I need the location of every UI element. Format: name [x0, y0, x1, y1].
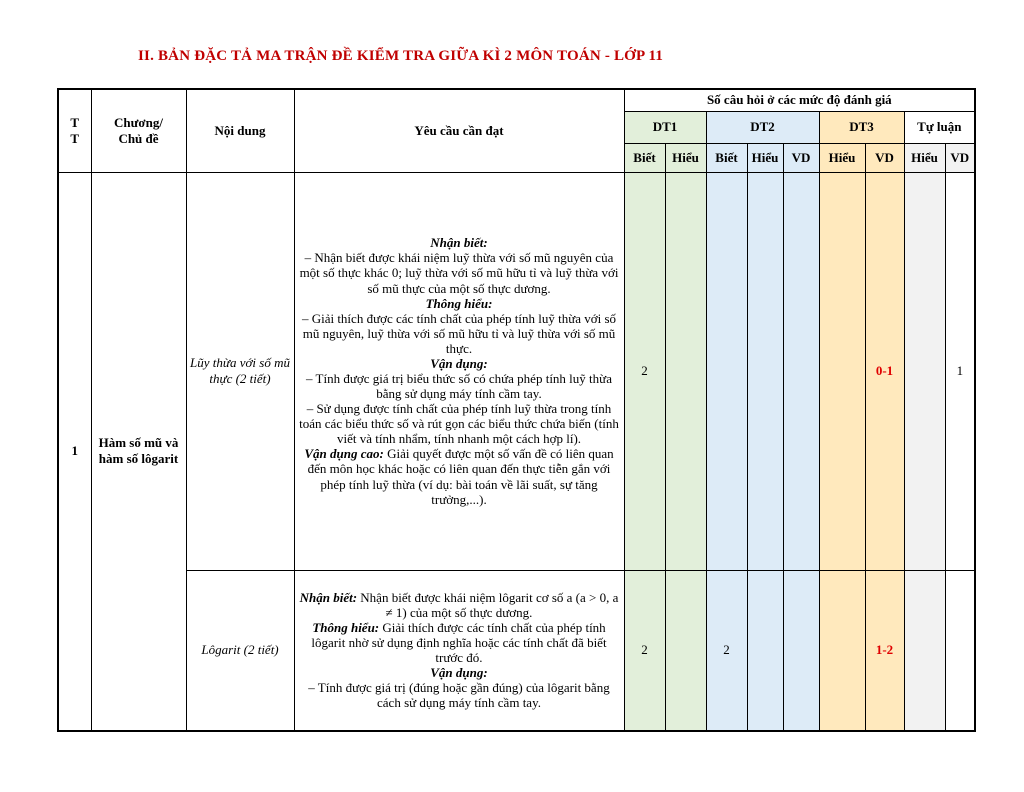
requirement-level-label: Vận dụng: — [430, 665, 488, 681]
requirement-level-label: Nhận biết: — [430, 235, 488, 251]
requirement-paragraph: – Nhận biết được khái niệm luỹ thừa với số mũ nguyên của một số thực khác 0; luỹ thừa với số mũ hữu tỉ và luỹ thừa với số mũ thực của một số thực dương. — [299, 250, 619, 296]
requirement-level-label: Vận dụng: — [430, 355, 488, 371]
level-header-dt2-hieu: Hiểu — [747, 143, 783, 172]
requirements-cell-logarit — [294, 570, 624, 731]
level-header-tuluan-hieu: Hiểu — [904, 143, 945, 172]
level-header-dt1-biet: Biết — [624, 143, 665, 172]
requirement-level-label: Thông hiểu: — [312, 620, 383, 636]
table-row-luythua — [58, 172, 975, 570]
requirement-paragraph — [297, 235, 622, 250]
count-cell-dt3-vd: 1-2 — [865, 570, 904, 731]
level-header-dt2-biet: Biết — [706, 143, 747, 172]
count-cell-tuluan-vd: 1 — [945, 172, 975, 570]
row-number-cell: 1 — [58, 172, 91, 731]
topic-cell-logarit: Lôgarit (2 tiết) — [186, 570, 294, 731]
col-header-tt — [58, 89, 91, 172]
level-header-dt3-vd: VD — [865, 143, 904, 172]
count-cell-dt2-hieu — [747, 172, 783, 570]
requirement-paragraph: Thông hiểu: Giải thích được các tính chất của phép tính lôgarit nhờ sử dụng định nghĩa hoặc các tính chất đã biết trước đó. — [311, 620, 607, 666]
level-header-dt3-hieu: Hiểu — [819, 143, 865, 172]
level-header-dt2-vd: VD — [783, 143, 819, 172]
col-header-topic: Nội dung — [186, 89, 294, 172]
count-cell-tuluan-hieu — [904, 172, 945, 570]
group-header-tuluan: Tự luận — [904, 111, 975, 143]
requirement-paragraph: – Tính được giá trị biểu thức số có chứa phép tính luỹ thừa bằng sử dụng máy tính cầm tay. — [306, 371, 612, 402]
col-header-requirements: Yêu cầu cần đạt — [294, 89, 624, 172]
count-cell-dt2-vd — [783, 172, 819, 570]
count-cell-dt1-biet: 2 — [624, 172, 665, 570]
requirement-level-label: Vận dụng cao: — [304, 446, 388, 462]
count-cell-dt1-hieu — [665, 570, 706, 731]
requirements-cell-luythua — [294, 172, 624, 570]
requirement-paragraph: – Tính được giá trị (đúng hoặc gần đúng) của lôgarit bằng cách sử dụng máy tính cầm tay. — [308, 680, 610, 711]
chapter-cell: Hàm số mũ và hàm số lôgarit — [91, 172, 186, 731]
level-header-dt1-hieu: Hiểu — [665, 143, 706, 172]
specification-matrix-table — [57, 88, 976, 732]
requirement-paragraph — [297, 356, 622, 371]
requirement-paragraph: Vận dụng cao: Giải quyết được một số vấn đề có liên quan đến môn học khác hoặc có liên quan đến thực tiễn gắn với phép tính luỹ thừa (ví dụ: bài toán về lãi suất, sự tăng trưởng,...). — [304, 446, 614, 507]
count-cell-dt3-hieu — [819, 570, 865, 731]
count-cell-dt3-vd: 0-1 — [865, 172, 904, 570]
requirement-level-label: Nhận biết: — [299, 589, 361, 605]
count-cell-dt1-hieu — [665, 172, 706, 570]
group-header-dt3: DT3 — [819, 111, 904, 143]
group-header-dt2: DT2 — [706, 111, 819, 143]
tt-line2: T — [70, 130, 80, 146]
document-title: II. BẢN ĐẶC TẢ MA TRẬN ĐỀ KIỂM TRA GIỮA KÌ 2 MÔN TOÁN - LỚP 11 — [138, 48, 664, 64]
requirement-paragraph — [297, 296, 622, 311]
col-header-question-counts: Số câu hỏi ở các mức độ đánh giá — [624, 89, 975, 111]
group-header-dt1: DT1 — [624, 111, 706, 143]
level-header-tuluan-vd: VD — [945, 143, 975, 172]
chapter-header-line1: Chương/ — [114, 114, 163, 130]
table-row-logarit — [58, 570, 975, 731]
requirement-paragraph: – Sử dụng được tính chất của phép tính luỹ thừa trong tính toán các biểu thức số và rút gọn các biểu thức chứa biến (tính viết và tính nhẩm, tính nhanh một cách hợp lí). — [299, 401, 619, 447]
count-cell-dt1-biet: 2 — [624, 570, 665, 731]
count-cell-dt2-biet: 2 — [706, 570, 747, 731]
count-cell-dt3-hieu — [819, 172, 865, 570]
header-row-top — [58, 89, 975, 111]
count-cell-tuluan-vd — [945, 570, 975, 731]
chapter-header-line2: Chủ đề — [118, 130, 159, 146]
col-header-chapter — [91, 89, 186, 172]
count-cell-dt2-hieu — [747, 570, 783, 731]
tt-line1: T — [70, 114, 80, 130]
requirement-paragraph: Nhận biết: Nhận biết được khái niệm lôgarit cơ số a (a > 0, a ≠ 1) của một số thực dương. — [299, 589, 619, 621]
count-cell-dt2-biet — [706, 172, 747, 570]
count-cell-tuluan-hieu — [904, 570, 945, 731]
topic-cell-luythua: Lũy thừa với số mũ thực (2 tiết) — [186, 172, 294, 570]
requirement-level-label: Thông hiểu: — [425, 295, 493, 311]
requirement-paragraph — [297, 665, 622, 680]
requirement-paragraph: – Giải thích được các tính chất của phép tính luỹ thừa với số mũ nguyên, luỹ thừa với số mũ hữu tỉ và luỹ thừa với số mũ thực. — [301, 310, 617, 356]
count-cell-dt2-vd — [783, 570, 819, 731]
